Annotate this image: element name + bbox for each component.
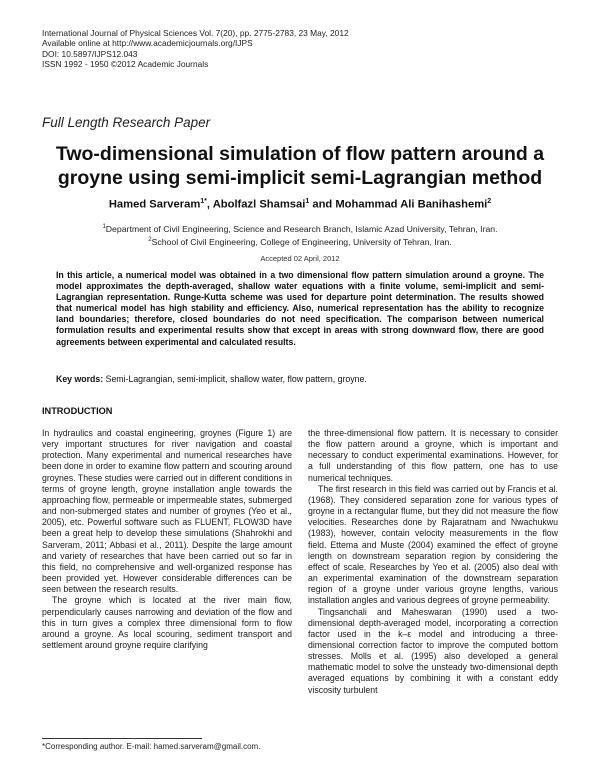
journal-citation: International Journal of Physical Sciences Vol. 7(20), pp. 2775-2783, 23 May, 2012: [42, 28, 349, 38]
corresponding-author-footnote: *Corresponding author. E-mail: hamed.sarveram@gmail.com.: [42, 742, 261, 751]
affiliation-superscript: 2: [148, 236, 152, 243]
paragraph: the three-dimensional flow pattern. It is necessary to consider the flow pattern around a groyne, which is important and necessary to conduct experimental examinations. However, for a full understanding of this flow pattern, one has to use numerical techniques.: [308, 428, 558, 483]
journal-issn: ISSN 1992 - 1950 ©2012 Academic Journals: [42, 59, 209, 70]
abstract: In this article, a numerical model was obtained in a two dimensional flow pattern simulation around a groyne. The model approximates the depth-averaged, shallow water equations with a finite volume, semi-implicit and semi-Lagrangian representation. Runge-Kutta scheme was used for departure point determination. The results showed that numerical model has high stability and efficiency. Also, numerical representation has the ability to recognize land boundaries; therefore, closed boundaries do not need specification. The comparison between numerical formulation results and experimental results show that except in areas with strong downward flow, there are good agreements between experimental and calculated results.: [56, 270, 544, 347]
affiliations: [40, 222, 560, 248]
affiliation-text: School of Civil Engineering, College of Engineering, University of Tehran, Iran.: [151, 236, 452, 247]
paragraph: The first research in this field was carried out by Francis et al. (1968). They considered separation zone for various types of groyne in a rectangular flume, but they did not measure the flow velocities. Researches done by Rajaratnam and Nwachukwu (1983), however, contain velocity measurements in the flow field. Ettema and Muste (2004) examined the effect of groyne length on downstream separation region by considering the effect of scale. Researches by Yeo et al. (2005) also deal with an experimental examination of the downstream separation region of a groyne under various groyne lengths, various installation angles and various degrees of groyne permeability.: [308, 483, 558, 606]
author-separator: ,: [206, 198, 213, 211]
body-column-right: [308, 428, 558, 696]
paragraph: In hydraulics and coastal engineering, groynes (Figure 1) are very important structures for river navigation and coastal protection. Many experimental and numerical researches have been done in order to examine flow pattern and scouring around groynes. These studies were carried out in different conditions in terms of groyne length, groyne installation angle towards the approaching flow, permeable or impermeable states, submerged and non-submerged states and number of groynes (Yeo et al., 2005), etc. Powerful software such as FLUENT, FLOW3D have been a great help to develop these simulations (Shahrokhi and Sarveram, 2011; Abbasi et al., 2011). Despite the large amount and variety of researches that have been carried out so far in this field, no comprehensive and well-organized response has been provided yet. However considerable differences can be seen between the research results.: [42, 428, 292, 595]
body-column-left: [42, 428, 292, 651]
journal-doi: DOI: 10.5897/IJPS12.043: [42, 48, 138, 59]
accepted-date: Accepted 02 April, 2012: [260, 254, 340, 263]
section-heading: INTRODUCTION: [42, 406, 113, 416]
affiliation-1: [40, 222, 560, 235]
affiliation-text: Department of Civil Engineering, Science and Research Branch, Islamic Azad University, Tehran, Iran.: [105, 223, 498, 234]
paragraph: Tingsanchali and Maheswaran (1990) used a two-dimensional depth-averaged model, incorporating a correction factor used in the k–ε model and introducing a three-dimensional correction factor to improve the computed bottom stresses. Molls et al. (1995) also developed a general mathematic model to solve the unsteady two-dimensional depth averaged equations by combining it with a constant eddy viscosity turbulent: [308, 606, 558, 695]
author-name: Mohammad Ali Banihashemi: [335, 198, 488, 211]
keywords-label: Key words:: [56, 374, 104, 384]
author-superscript: 1: [305, 198, 310, 205]
author-superscript: 1*: [200, 198, 207, 205]
affiliation-2: [40, 235, 560, 248]
paper-type: Full Length Research Paper: [42, 115, 211, 130]
journal-url: Available online at http://www.academicjournals.org/IJPS: [42, 38, 253, 49]
author-name: Hamed Sarveram: [108, 198, 201, 211]
keywords-text: Semi-Lagrangian, semi-implicit, shallow water, flow pattern, groyne.: [103, 374, 367, 384]
author-superscript: 2: [487, 198, 492, 205]
paragraph: The groyne which is located at the river main flow, perpendicularly causes narrowing and deviation of the flow and this in turn gives a complex three dimensional form to flow around a groyne. As local scouring, sediment transport and settlement around groyne require clarifying: [42, 595, 292, 650]
author-list: [40, 198, 560, 211]
affiliation-superscript: 1: [102, 224, 106, 230]
footnote-divider: [42, 738, 202, 739]
keywords: [56, 374, 544, 384]
author-name: Abolfazl Shamsai: [212, 198, 306, 211]
author-separator: and: [309, 198, 336, 211]
journal-header: [42, 28, 349, 70]
paper-title: Two-dimensional simulation of flow pattern around a groyne using semi-implicit semi-Lagrangian method: [55, 143, 545, 189]
